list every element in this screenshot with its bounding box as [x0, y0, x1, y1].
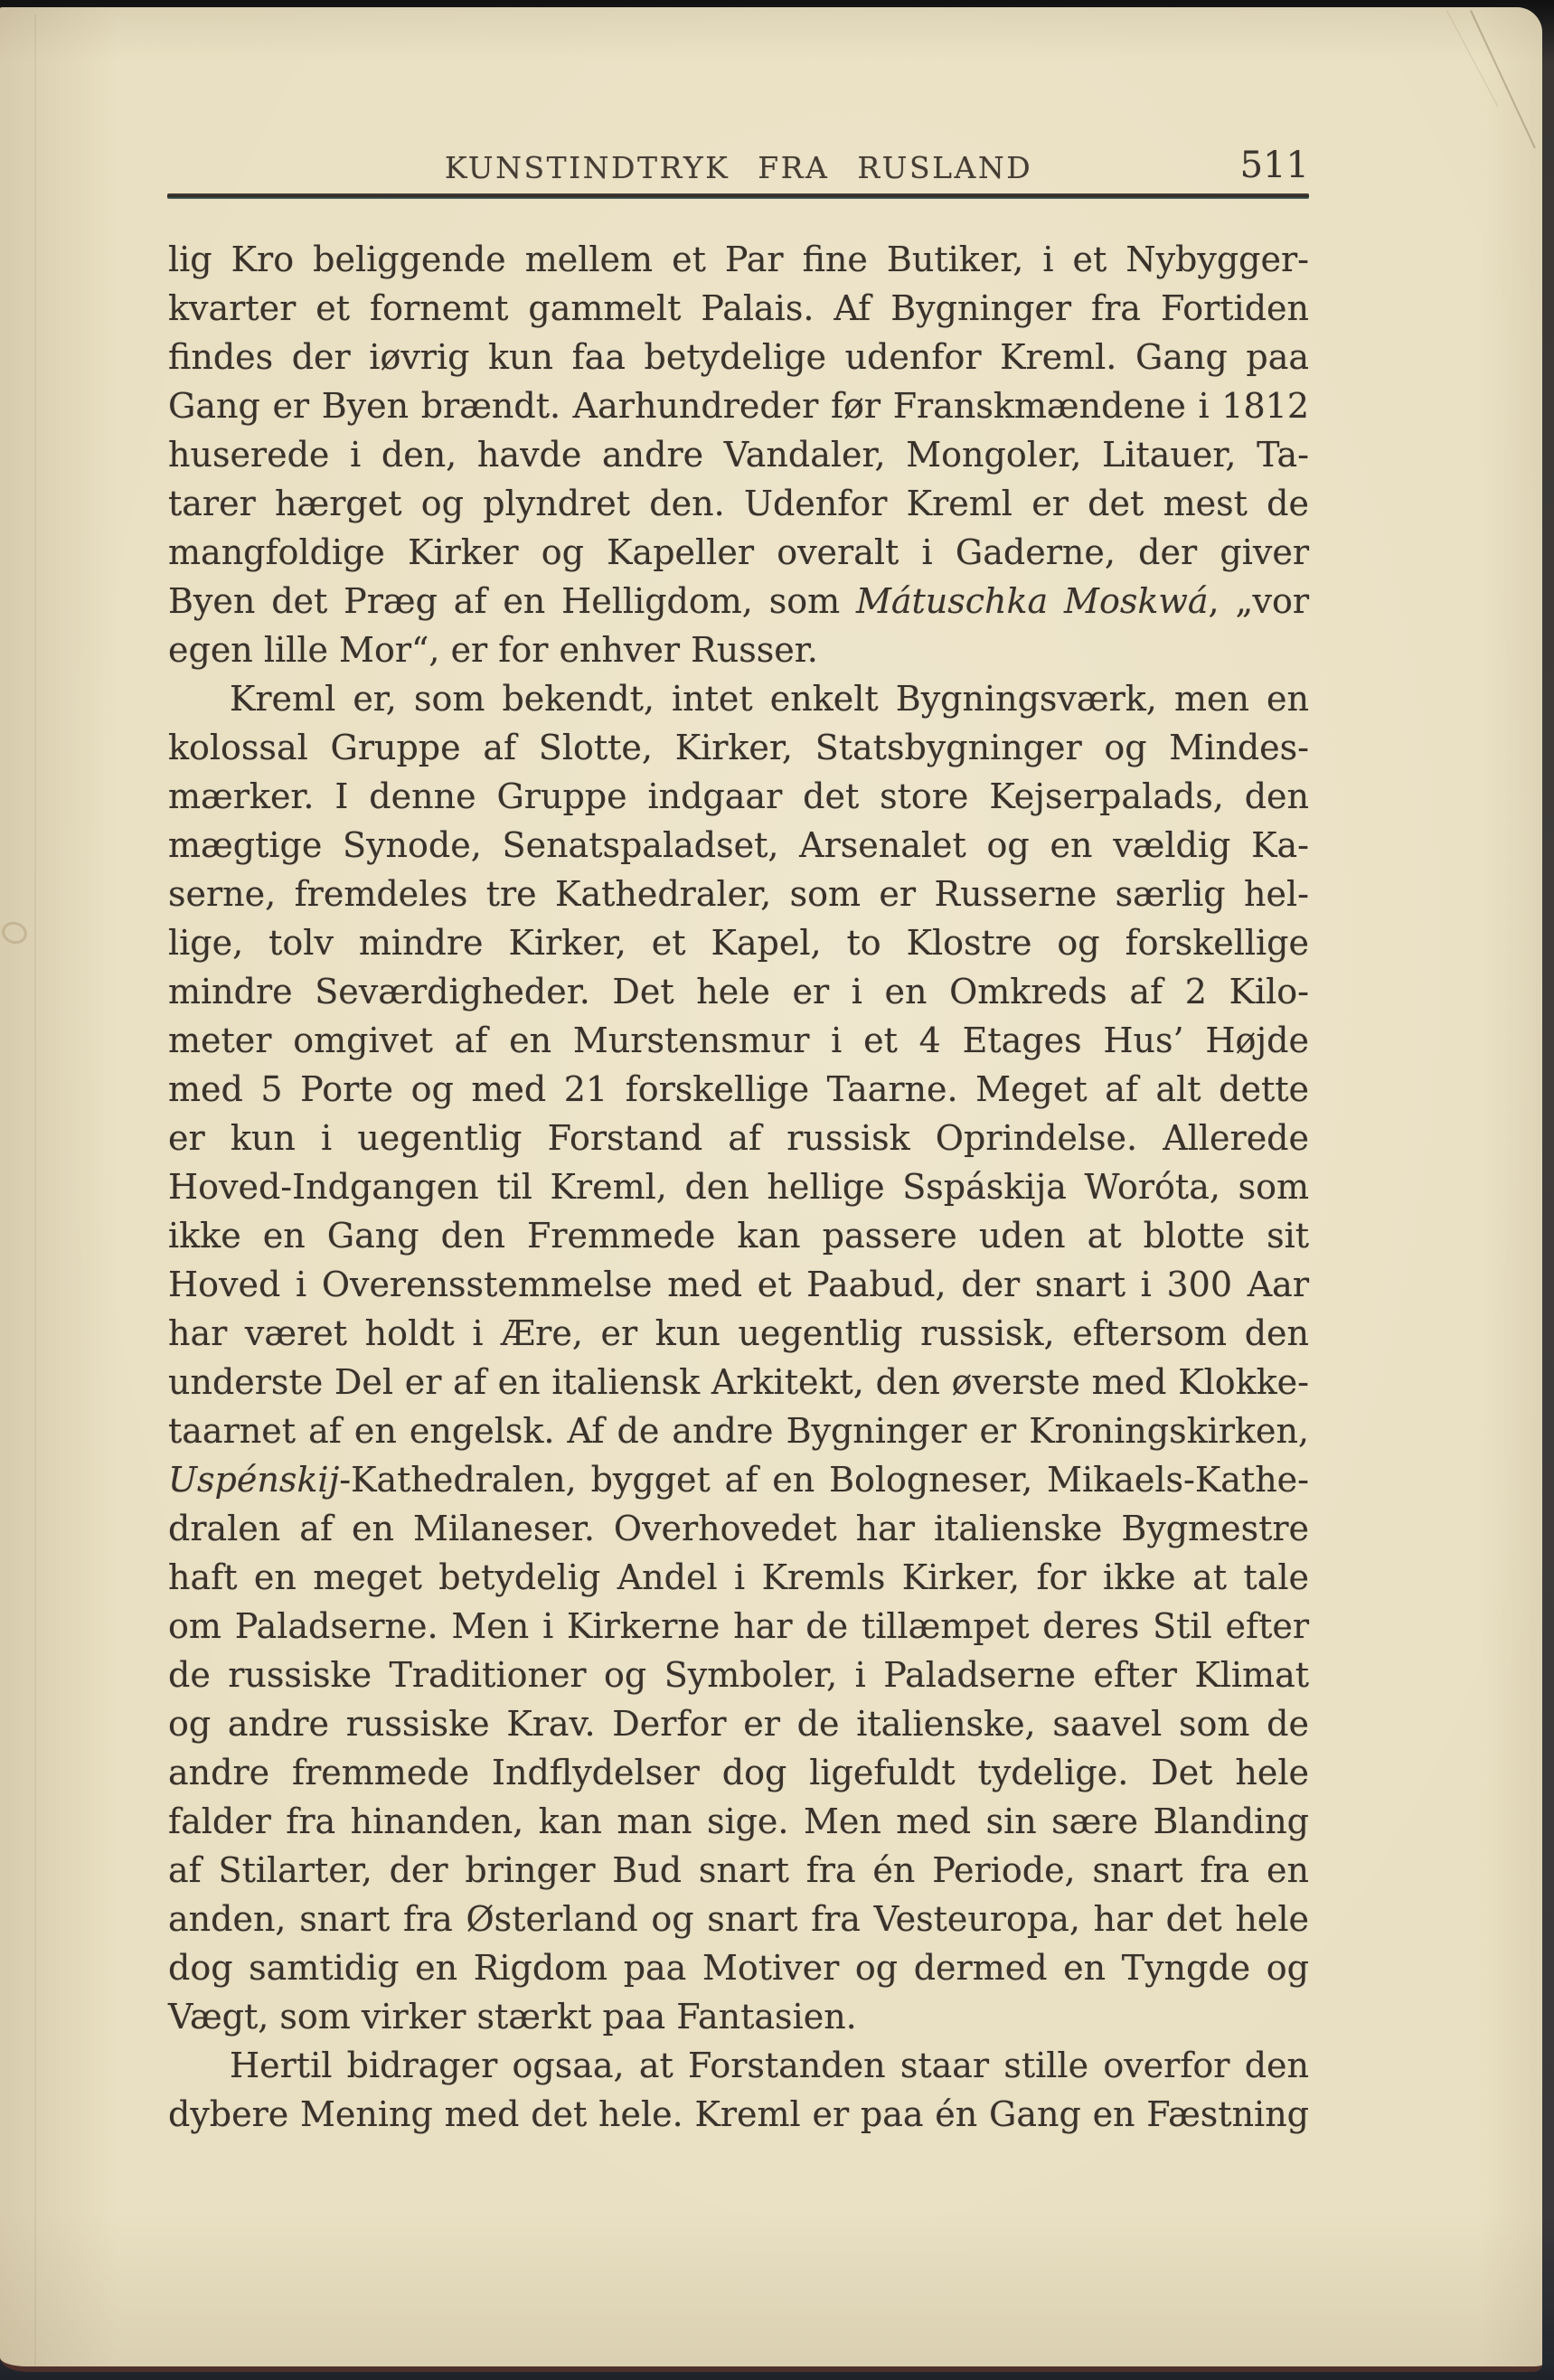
header-divider-rule: [167, 193, 1309, 199]
text-line: anden, snart fra Østerland og snart fra Vesteuropa, har det hele: [168, 1899, 1309, 1939]
text-line: med 5 Porte og med 21 forskellige Taarne. Meget af alt dette: [168, 1069, 1309, 1109]
gutter-crease: [34, 14, 36, 2372]
text-line: Kreml er, som bekendt, intet enkelt Bygningsværk, men en: [230, 679, 1309, 719]
text-line: tarer hærget og plyndret den. Udenfor Kreml er det mest de: [168, 484, 1309, 523]
text-line: findes der iøvrig kun faa betydelige udenfor Kreml. Gang paa: [168, 337, 1309, 377]
text-line: falder fra hinanden, kan man sige. Men med sin sære Blanding: [168, 1801, 1309, 1841]
text-line: Byen det Præg af en Helligdom, som Mátuschka Moskwá, „vor: [168, 581, 1309, 621]
text-line: lig Kro beliggende mellem et Par fine Butiker, i et Nybygger-: [168, 240, 1309, 279]
text-line: huserede i den, havde andre Vandaler, Mongoler, Litauer, Ta-: [168, 435, 1309, 475]
text-line: Gang er Byen brændt. Aarhundreder før Franskmændene i 1812: [168, 386, 1309, 426]
body-text: [168, 235, 1309, 2139]
text-line: dog samtidig en Rigdom paa Motiver og dermed en Tyngde og: [168, 1948, 1309, 1988]
text-line: underste Del er af en italiensk Arkitekt, den øverste med Klokke-: [168, 1362, 1309, 1402]
text-line: mindre Seværdigheder. Det hele er i en Omkreds af 2 Kilo-: [168, 972, 1309, 1011]
text-line: Vægt, som virker stærkt paa Fantasien.: [168, 1997, 857, 2037]
text-line: ikke en Gang den Fremmede kan passere uden at blotte sit: [168, 1216, 1309, 1256]
text-line: kvarter et fornemt gammelt Palais. Af Bygninger fra Fortiden: [168, 288, 1309, 328]
running-header-title: KUNSTINDTRYK FRA RUSLAND: [444, 150, 1033, 185]
text-line: Hertil bidrager ogsaa, at Forstanden staar stille overfor den: [230, 2046, 1309, 2085]
text-line: lige, tolv mindre Kirker, et Kapel, to Klostre og forskellige: [168, 923, 1309, 963]
text-line: mægtige Synode, Senatspaladset, Arsenalet og en vældig Ka-: [168, 825, 1309, 865]
paper-blemish: [0, 918, 30, 946]
text-line: om Paladserne. Men i Kirkerne har de tillæmpet deres Stil efter: [168, 1606, 1309, 1646]
text-line: af Stilarter, der bringer Bud snart fra én Periode, snart fra en: [168, 1850, 1309, 1890]
text-line: de russiske Traditioner og Symboler, i Paladserne efter Klimat: [168, 1655, 1309, 1695]
text-line: egen lille Mor“, er for enhver Russer.: [168, 630, 818, 670]
text-line: meter omgivet af en Murstensmur i et 4 Etages Hus’ Højde: [168, 1021, 1309, 1060]
text-line: Hoved i Overensstemmelse med et Paabud, der snart i 300 Aar: [168, 1265, 1309, 1304]
text-line: har været holdt i Ære, er kun uegentlig russisk, eftersom den: [168, 1313, 1309, 1353]
text-line: haft en meget betydelig Andel i Kremls Kirker, for ikke at tale: [168, 1557, 1309, 1597]
page-number: 511: [1239, 145, 1309, 186]
text-line: andre fremmede Indflydelser dog ligefuldt tydelige. Det hele: [168, 1753, 1309, 1792]
text-line: mærker. I denne Gruppe indgaar det store Kejserpalads, den: [168, 776, 1309, 816]
text-line: er kun i uegentlig Forstand af russisk Oprindelse. Allerede: [168, 1118, 1309, 1158]
text-line: mangfoldige Kirker og Kapeller overalt i Gaderne, der giver: [168, 532, 1309, 572]
text-line: dybere Mening med det hele. Kreml er paa én Gang en Fæstning: [168, 2094, 1309, 2134]
text-line: kolossal Gruppe af Slotte, Kirker, Statsbygninger og Mindes-: [168, 728, 1309, 767]
text-line: serne, fremdeles tre Kathedraler, som er Russerne særlig hel-: [168, 874, 1309, 914]
text-line: Uspénskij-Kathedralen, bygget af en Bologneser, Mikaels-Kathe-: [168, 1460, 1309, 1500]
text-line: taarnet af en engelsk. Af de andre Bygninger er Kroningskirken,: [168, 1411, 1309, 1451]
text-line: Hoved-Indgangen til Kreml, den hellige Sspáskija Woróta, som: [168, 1167, 1309, 1207]
text-line: dralen af en Milaneser. Overhovedet har italienske Bygmestre: [168, 1509, 1309, 1548]
text-line: og andre russiske Krav. Derfor er de italienske, saavel som de: [168, 1704, 1309, 1744]
